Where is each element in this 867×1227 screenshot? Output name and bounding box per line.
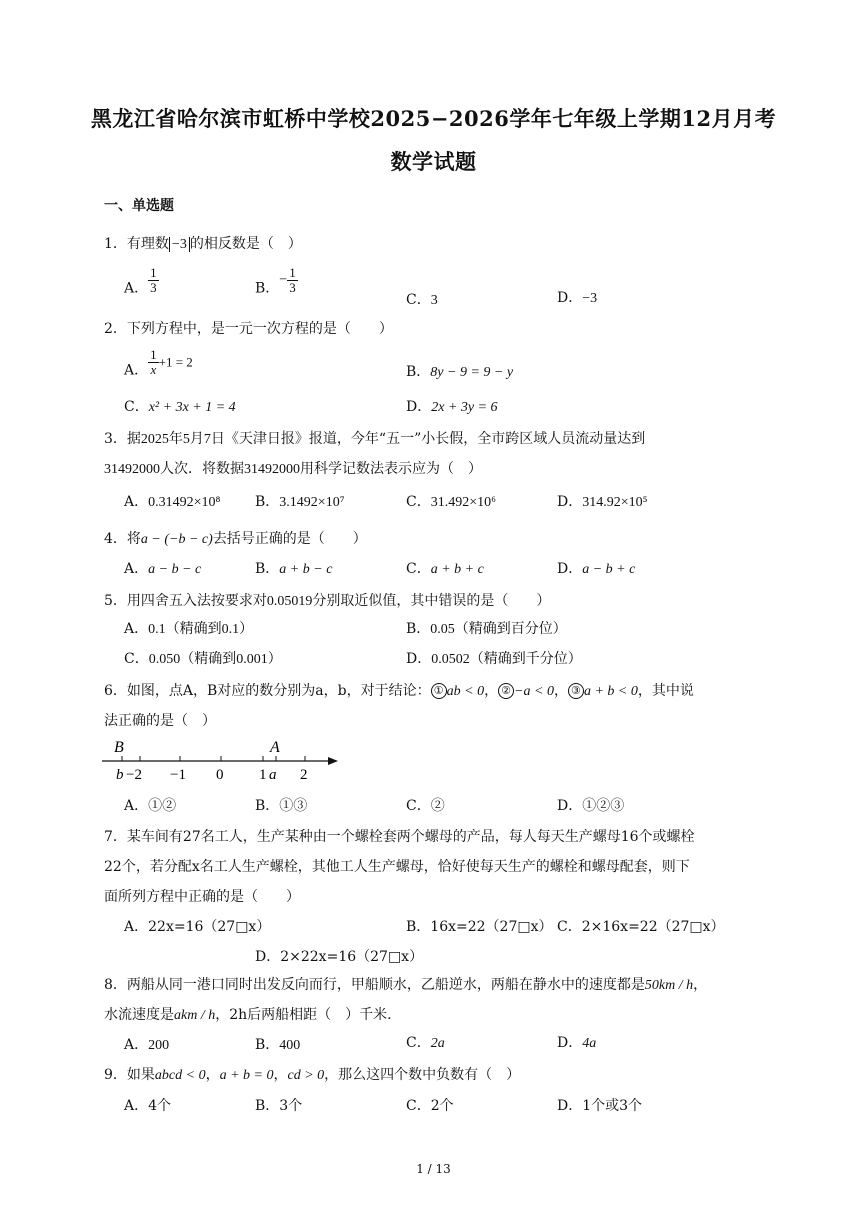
q7-option-c[interactable]: C．2×16x=22（27□x） xyxy=(557,919,725,935)
q8-option-b[interactable]: B．400 xyxy=(255,1037,301,1053)
q6-option-b[interactable]: B．①③ xyxy=(255,798,308,814)
q1-option-a[interactable]: A． $\frac{1}{3}$ xyxy=(124,265,157,297)
question-8-line1: 8．两船从同一港口同时出发反向而行，甲船顺水，乙船逆水，两船在静水中的速度都是50km / h， xyxy=(104,977,708,993)
question-5-stem: 5．用四舍五入法按要求对0.05019分别取近似值，其中错误的是（ ） xyxy=(104,593,551,609)
q4-option-c[interactable]: C．a + b + c xyxy=(406,561,484,577)
question-9-stem: 9．如果abcd < 0，a + b = 0，cd > 0，那么这四个数中负数有（ ） xyxy=(104,1067,521,1083)
q1-pre: 1．有理数 xyxy=(104,236,169,252)
tick-label-minus2: −2 xyxy=(126,767,142,783)
question-1-stem xyxy=(104,233,302,253)
q7-option-a[interactable]: A．22x=16（27□x） xyxy=(124,919,271,935)
q9-option-b[interactable]: B．3个 xyxy=(255,1098,303,1114)
tick-label-minus1: −1 xyxy=(170,767,186,783)
q7-option-b[interactable]: B．16x=22（27□x） xyxy=(406,919,553,935)
question-8-line2: 水流速度是akm / h，2h后两船相距（ ）千米. xyxy=(104,1007,392,1023)
tick-label-0: 0 xyxy=(216,767,224,783)
q3-option-d[interactable]: D．314.92×10⁵ xyxy=(557,494,648,510)
q2-option-b[interactable]: B．8y − 9 = 9 − y xyxy=(406,364,514,380)
q8-option-a[interactable]: A．200 xyxy=(124,1037,170,1053)
q4-option-d[interactable]: D．a − b + c xyxy=(557,561,636,577)
tick-label-a: a xyxy=(269,767,277,783)
q1-option-b[interactable]: B．− $\frac{1}{3}$ xyxy=(255,265,296,297)
section-heading: 一、单选题 xyxy=(104,198,174,214)
tick-label-1: 1 xyxy=(259,767,267,783)
page-subtitle: 数学试题 xyxy=(390,149,477,174)
arrow-head-icon xyxy=(328,757,338,765)
page-title: 黑龙江省哈尔滨市虹桥中学校2025−2026学年七年级上学期12月月考 xyxy=(90,106,777,131)
q4-option-a[interactable]: A．a − b − c xyxy=(124,561,202,577)
question-6-line1: 6．如图，点A，B对应的数分别为a，b，对于结论： ① ab < 0， ② −a < 0， ③ a + b < 0，其中说 xyxy=(104,683,694,699)
q8-option-d[interactable]: D．4a xyxy=(557,1035,597,1051)
point-b-label: B xyxy=(114,739,124,756)
question-6-line2: 法正确的是（ ） xyxy=(104,713,216,729)
q9-option-d[interactable]: D．1个或3个 xyxy=(557,1098,643,1114)
point-a-label: A xyxy=(270,739,280,756)
q3-option-b[interactable]: B．3.1492×10⁷ xyxy=(255,494,345,510)
question-7-line3: 面所列方程中正确的是（ ） xyxy=(104,889,300,905)
question-4-stem: 4．将a − (−b − c)去括号正确的是（ ） xyxy=(104,531,367,547)
q4-option-b[interactable]: B．a + b − c xyxy=(255,561,333,577)
q1-abs-value: −3 xyxy=(169,237,190,252)
q8-option-c[interactable]: C．2a xyxy=(406,1035,445,1051)
q7-option-d[interactable]: D．2×22x=16（27□x） xyxy=(255,949,424,965)
question-3-line2: 31492000人次．将数据31492000用科学记数法表示应为（ ） xyxy=(104,461,482,477)
q1-post: 的相反数是（ ） xyxy=(189,236,302,252)
tick-label-b: b xyxy=(116,767,124,783)
question-7-line2: 22个，若分配x名工人生产螺栓，其他工人生产螺母，恰好使每天生产的螺栓和螺母配套，则下 xyxy=(104,859,690,875)
q2-option-c[interactable]: C．x² + 3x + 1 = 4 xyxy=(124,399,236,415)
question-7-line1: 7．某车间有27名工人，生产某种由一个螺栓套两个螺母的产品，每人每天生产螺母16个或螺栓 xyxy=(104,829,695,845)
q9-option-c[interactable]: C．2个 xyxy=(406,1098,454,1114)
q2-option-d[interactable]: D．2x + 3y = 6 xyxy=(406,399,498,415)
q1-option-d[interactable]: D．−3 xyxy=(557,290,598,306)
q3-option-a[interactable]: A．0.31492×10⁸ xyxy=(124,494,221,510)
q1-option-c[interactable]: C．3 xyxy=(406,292,438,308)
q6-option-d[interactable]: D．①②③ xyxy=(557,798,625,814)
q5-option-b[interactable]: B．0.05（精确到百分位） xyxy=(406,621,567,637)
q5-option-a[interactable]: A．0.1（精确到0.1） xyxy=(124,621,254,637)
q6-option-c[interactable]: C．② xyxy=(406,798,445,814)
question-3-line1: 3．据2025年5月7日《天津日报》报道，今年“五一”小长假，全市跨区域人员流动量达到 xyxy=(104,431,646,447)
q2-option-a[interactable]: A． $\frac{1}{x}$ +1 = 2 xyxy=(124,347,193,379)
q3-option-c[interactable]: C．31.492×10⁶ xyxy=(406,494,496,510)
q9-option-a[interactable]: A．4个 xyxy=(124,1098,172,1114)
tick-label-2: 2 xyxy=(300,767,308,783)
q5-option-c[interactable]: C．0.050（精确到0.001） xyxy=(124,651,282,667)
question-2-stem: 2．下列方程中，是一元一次方程的是（ ） xyxy=(104,321,393,337)
page-number: 1 / 13 xyxy=(416,1162,451,1176)
q6-option-a[interactable]: A．①② xyxy=(124,798,177,814)
q5-option-d[interactable]: D．0.0502（精确到千分位） xyxy=(406,651,582,667)
number-line-figure xyxy=(100,735,345,785)
